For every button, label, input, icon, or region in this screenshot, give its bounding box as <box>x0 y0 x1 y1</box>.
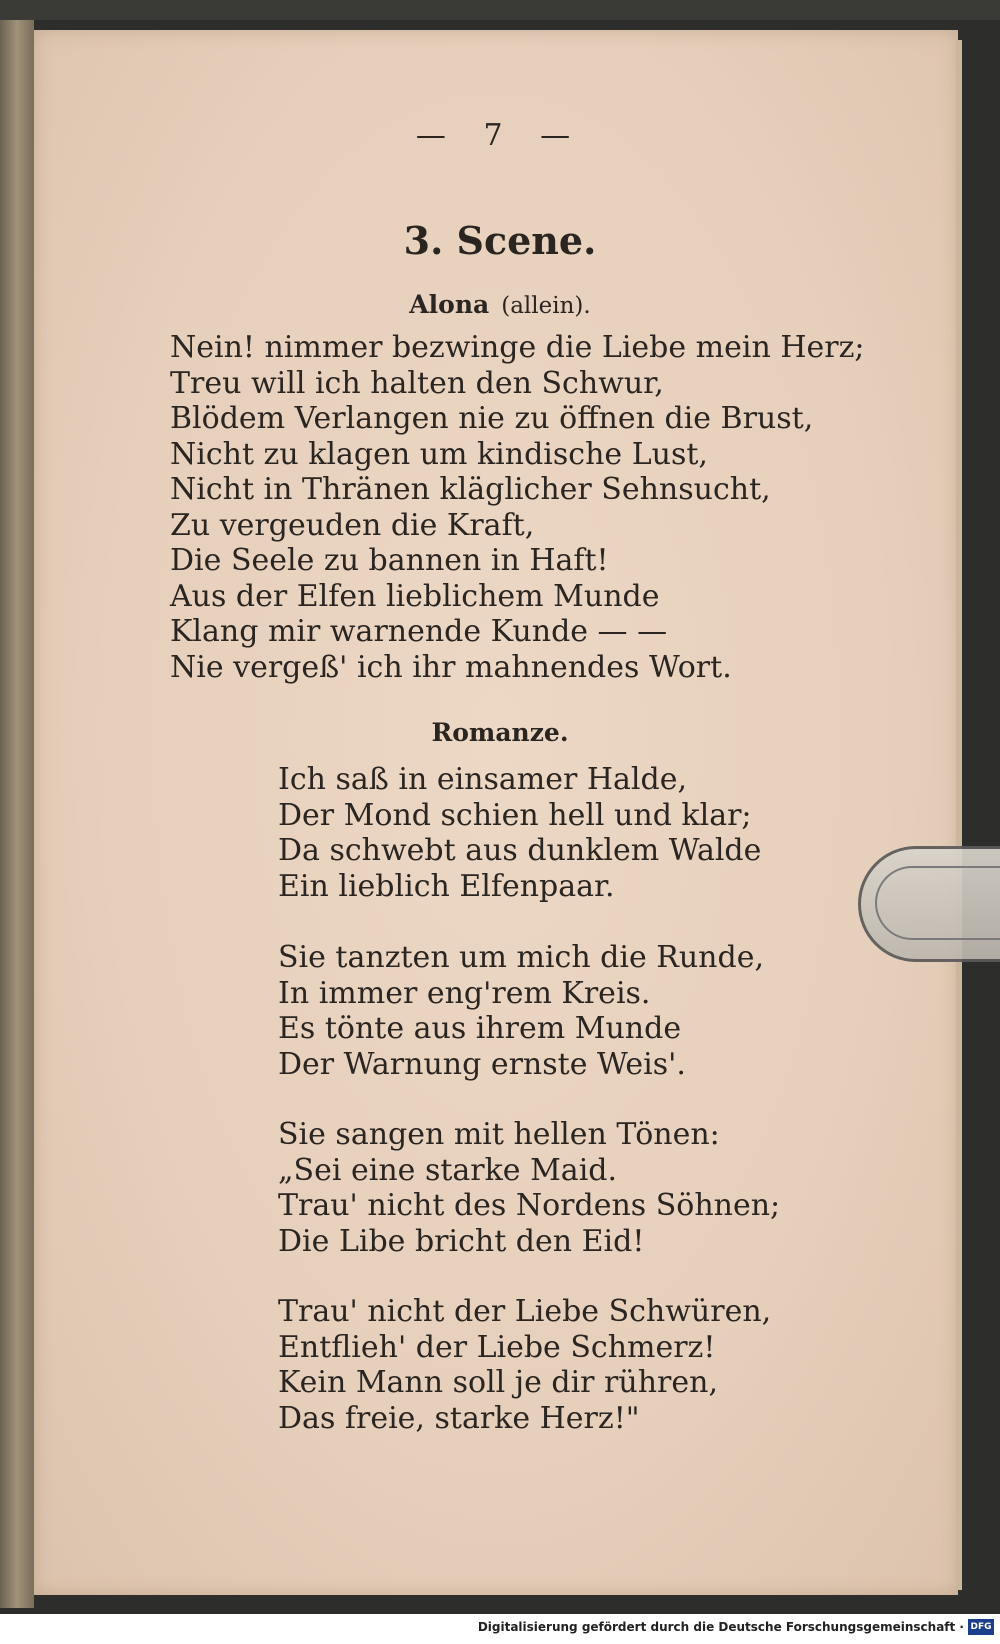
stanza-line: Entflieh' der Liebe Schmerz! <box>278 1329 716 1365</box>
monologue-line: Nicht zu klagen um kindische Lust, <box>170 436 708 472</box>
monologue-line: Zu vergeuden die Kraft, <box>170 507 535 543</box>
stanza-4 <box>278 1294 771 1436</box>
stage-direction: (allein). <box>501 293 591 319</box>
stanza-2 <box>278 940 764 1082</box>
paper-clip-inner <box>875 866 1000 940</box>
page-number: — 7 — <box>415 118 585 153</box>
stanza-line: In immer eng'rem Kreis. <box>278 975 651 1011</box>
stanza-line: Das freie, starke Herz!" <box>278 1400 640 1436</box>
stanza-line: Da schwebt aus dunklem Walde <box>278 833 762 868</box>
stanza-line: Es tönte aus ihrem Munde <box>278 1011 682 1046</box>
footer-bar <box>0 1614 1000 1644</box>
stanza-line: Sie tanzten um mich die Runde, <box>278 940 764 975</box>
stanza-line: „Sei eine starke Maid. <box>278 1152 618 1188</box>
speaker-name: Alona <box>409 290 490 319</box>
stanza-line: Kein Mann soll je dir rühren, <box>278 1365 718 1400</box>
monologue-line: Nicht in Thränen kläglicher Sehnsucht, <box>170 472 771 507</box>
stanza-line: Der Warnung ernste Weis'. <box>278 1046 686 1082</box>
stanza-line: Ein lieblich Elfenpaar. <box>278 868 615 904</box>
scene-title: 3. Scene. <box>403 218 597 263</box>
stanza-3 <box>278 1117 780 1259</box>
stanza-line: Der Mond schien hell und klar; <box>278 797 752 833</box>
monologue-line: Blödem Verlangen nie zu öffnen die Brust, <box>170 401 814 436</box>
stanza-line: Sie sangen mit hellen Tönen: <box>278 1117 720 1152</box>
stanza-line: Ich saß in einsamer Halde, <box>278 762 687 797</box>
monologue-line: Klang mir warnende Kunde — — <box>170 614 668 649</box>
dfg-logo: DFG <box>968 1619 994 1635</box>
scan-background-top <box>0 0 1000 20</box>
monologue-line: Die Seele zu bannen in Haft! <box>170 543 609 578</box>
stanza-line: Trau' nicht der Liebe Schwüren, <box>278 1294 772 1329</box>
stanza-line: Trau' nicht des Nordens Söhnen; <box>278 1188 781 1223</box>
monologue-line: Nein! nimmer bezwinge die Liebe mein Herz; <box>170 330 865 365</box>
monologue-line: Treu will ich halten den Schwur, <box>170 365 664 401</box>
stanza-1 <box>278 762 761 904</box>
stanza-line: Die Libe bricht den Eid! <box>278 1223 645 1259</box>
romanze-heading: Romanze. <box>431 718 569 747</box>
monologue <box>170 330 864 685</box>
speaker-line <box>0 290 1000 319</box>
page-edge <box>956 40 962 1590</box>
footer-credit: Digitalisierung gefördert durch die Deutsche Forschungsgemeinschaft · <box>477 1620 964 1634</box>
monologue-line: Nie vergeß' ich ihr mahnendes Wort. <box>170 649 732 685</box>
monologue-line: Aus der Elfen lieblichem Munde <box>170 578 660 614</box>
